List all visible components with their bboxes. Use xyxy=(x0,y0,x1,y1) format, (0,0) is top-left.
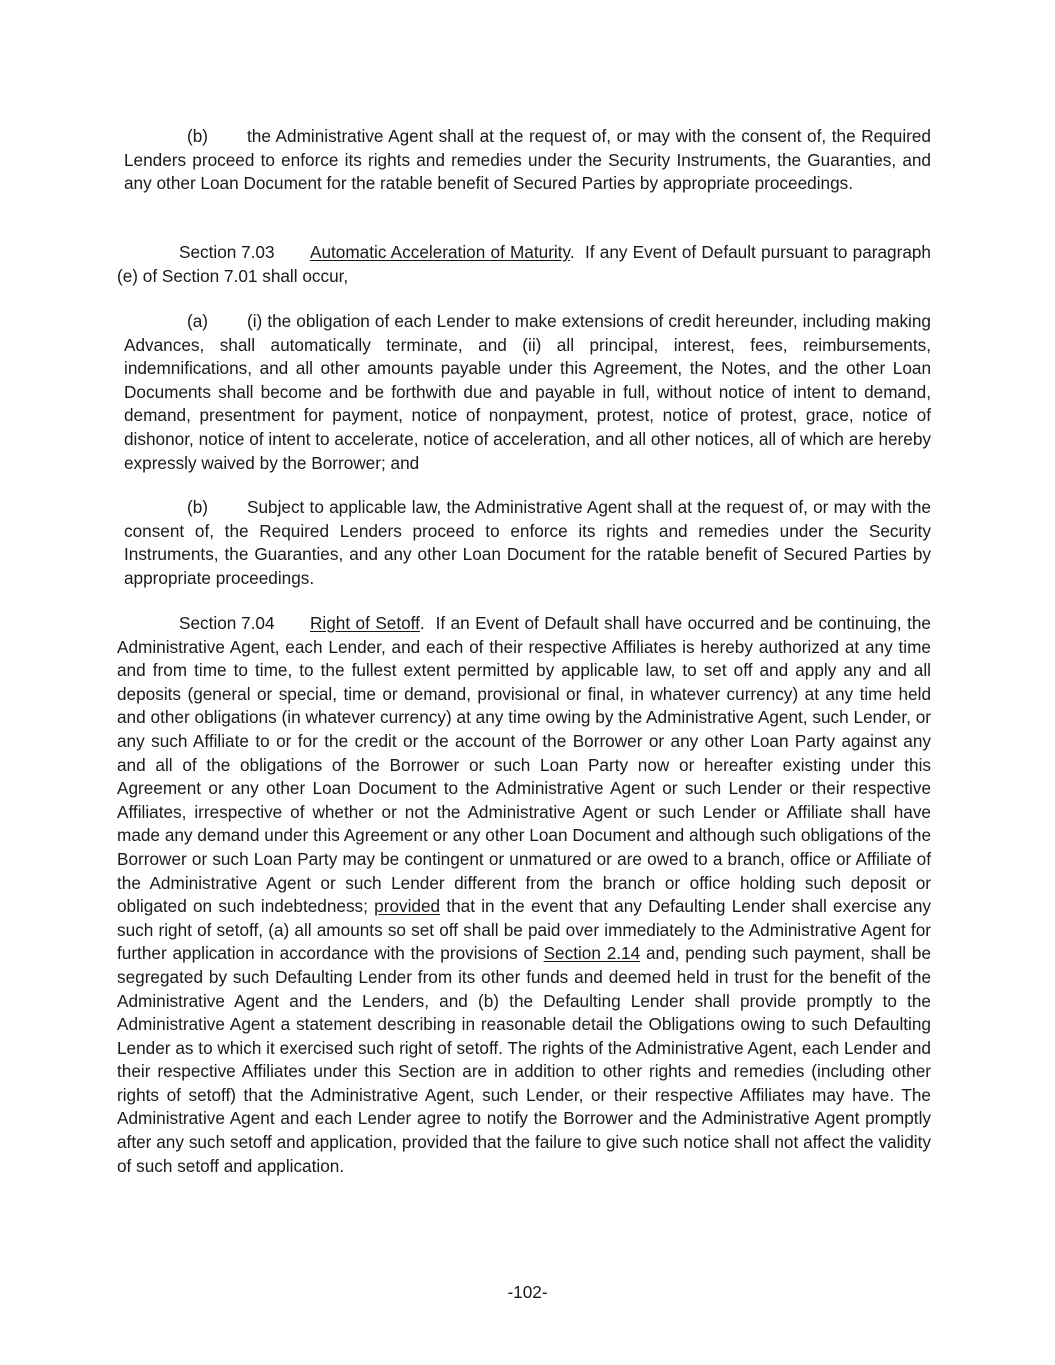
section-heading: Automatic Acceleration of Maturity xyxy=(310,242,570,262)
section-number: Section 7.04 xyxy=(179,613,275,633)
section-7-03 xyxy=(117,241,931,288)
section-number: Section 7.03 xyxy=(179,242,275,262)
section-2-14-reference: Section 2.14 xyxy=(543,943,641,964)
paragraph-text: Subject to applicable law, the Administrative Agent shall at the request of, or may with the consent of, the Required Lenders proceed to enforce its rights and remedies under the Security Instruments, the Guaranties, and any other Loan Document for the ratable benefit of Secured Parties by appropriate proceedings. xyxy=(124,497,931,588)
paragraph-label: (a) xyxy=(187,311,209,331)
section-heading-punct: . xyxy=(569,242,575,262)
provided-term: provided xyxy=(374,896,441,917)
section-7-04 xyxy=(117,612,931,1178)
section-heading: Right of Setoff xyxy=(310,613,420,633)
section-text: If any Event of Default pursuant to paragraph (e) of Section 7.01 shall occur, xyxy=(117,242,931,286)
section-text-part-3: and, pending such payment, shall be segregated by such Defaulting Lender from its other funds and deemed held in trust for the benefit of the Administrative Agent and the Lenders, and (b) the Defaulting Lender shall provide promptly to the Administrative Agent a statement describing in reasonable detail the Obligations owing to such Defaulting Lender as to which it exercised such right of setoff. The rights of the Administrative Agent, each Lender and their respective Affiliates under this Section are in addition to other rights and remedies (including other rights of setoff) that the Administrative Agent, such Lender, or their respective Affiliates may have. The Administrative Agent and each Lender agree to notify the Borrower and the Administrative Agent promptly after any such setoff and application, provided that the failure to give such notice shall not affect the validity of such setoff and application. xyxy=(117,943,932,1176)
section-text-part-1: If an Event of Default shall have occurred and be continuing, the Administrative Agent, each Lender, and each of their respective Affiliates is hereby authorized at any time and from time to time, to the fullest extent permitted by applicable law, to set off and apply any and all deposits (general or special, time or demand, provisional or final, in whatever currency) at any time held and other obligations (in whatever currency) at any time owing by the Administrative Agent, such Lender, or any such Affiliate to or for the credit or the account of the Borrower or any other Loan Party against any and all of the obligations of the Borrower or such Loan Party now or hereafter existing under this Agreement or any other Loan Document to the Administrative Agent or such Lender or their respective Affiliates, irrespective of whether or not the Administrative Agent or such Lender or Affiliate shall have made any demand under this Agreement or any other Loan Document and although such obligations of the Borrower or such Loan Party may be contingent or unmatured or are owed to a branch, office or Affiliate of the Administrative Agent or such Lender different from the branch or office holding such deposit or obligated on such indebtedness; xyxy=(117,613,931,917)
paragraph-text: (i) the obligation of each Lender to make extensions of credit hereunder, including making Advances, shall automatically terminate, and (ii) all principal, interest, fees, reimbursements, indemnifications, and all other amounts payable under this Agreement, the Notes, and the other Loan Documents shall become and be forthwith due and payable in full, without notice of intent to demand, demand, presentment for payment, notice of nonpayment, protest, notice of protest, grace, notice of dishonor, notice of intent to accelerate, notice of acceleration, and all other notices, all of which are hereby expressly waived by the Borrower; and xyxy=(124,311,931,473)
paragraph-b-enforce-rights xyxy=(124,125,931,196)
paragraph-label: (b) xyxy=(187,497,209,517)
paragraph-text: the Administrative Agent shall at the request of, or may with the consent of, the Required Lenders proceed to enforce its rights and remedies under the Security Instruments, the Guaranties, and any other Loan Document for the ratable benefit of Secured Parties by appropriate proceedings. xyxy=(124,126,931,194)
section-heading-punct: . xyxy=(419,613,425,633)
paragraph-label: (b) xyxy=(187,126,209,146)
page-number: -102- xyxy=(507,1282,548,1302)
section-text-part-2: that in the event that any Defaulting Lender shall exercise any such right of setoff, (a) all amounts so set off shall be paid over immediately to the Administrative Agent for further application in accordance with the provisions of xyxy=(117,896,931,964)
paragraph-a-obligations-terminate xyxy=(124,310,931,475)
paragraph-b-subject-to-law xyxy=(124,496,931,590)
